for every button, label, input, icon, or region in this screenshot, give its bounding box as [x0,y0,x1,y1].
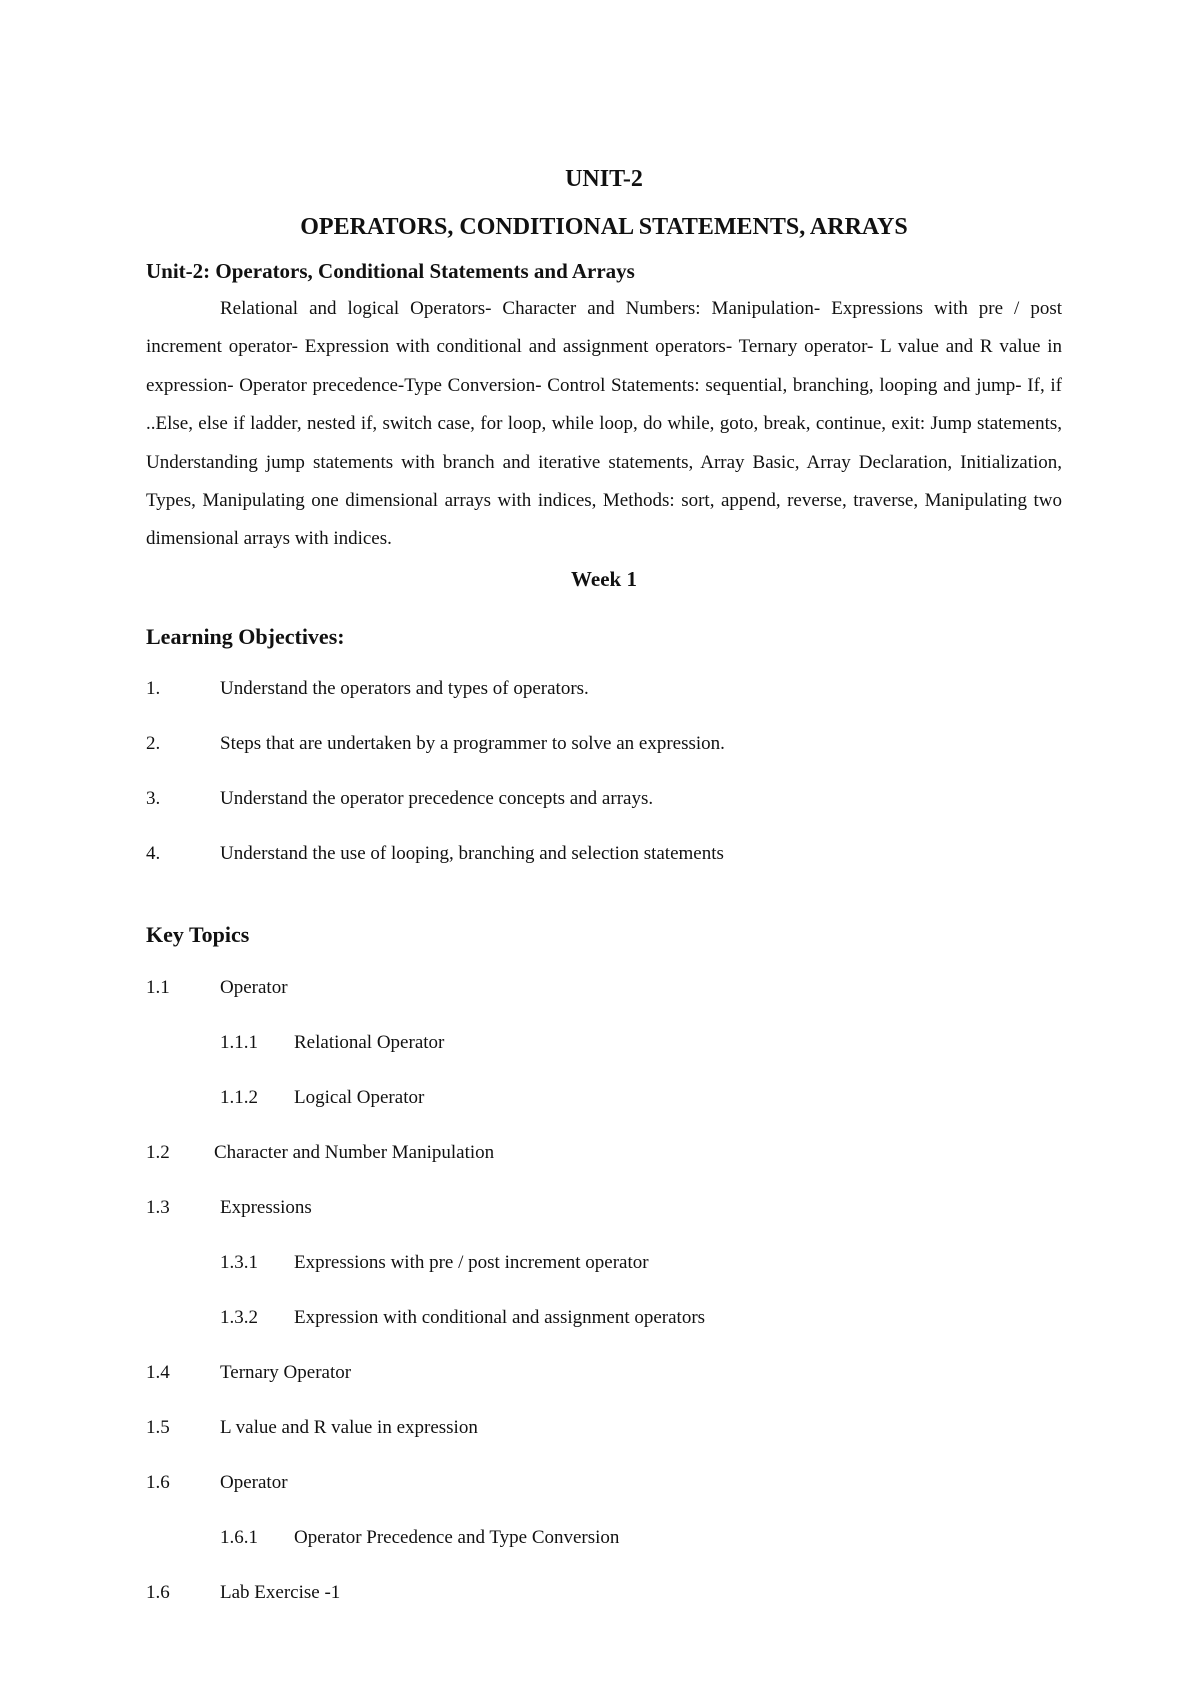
topic-text: Operator [220,1471,288,1493]
objective-number: 1. [146,677,161,699]
topic-item [146,1197,1062,1252]
objective-item [146,733,1062,788]
topic-item [146,1472,1062,1527]
document-page [146,150,1062,1637]
topic-text: Logical Operator [294,1086,425,1108]
objective-text: Understand the operator precedence concepts and arrays. [220,787,654,809]
topic-number: 1.1.2 [220,1086,258,1108]
topic-item [146,1417,1062,1472]
objective-item [146,678,1062,733]
topic-number: 1.4 [146,1361,170,1383]
topic-text: Lab Exercise -1 [220,1581,341,1603]
topic-number: 1.3.2 [220,1306,258,1328]
topic-item [146,1362,1062,1417]
subtopic-item [146,1527,1062,1582]
topic-text: L value and R value in expression [220,1416,478,1438]
objective-text: Understand the operators and types of operators. [220,677,589,699]
syllabus-heading: Unit-2: Operators, Conditional Statements and Arrays [146,259,635,283]
topic-text: Character and Number Manipulation [214,1141,495,1163]
topic-item [146,977,1062,1032]
objective-number: 3. [146,787,161,809]
week-label: Week 1 [571,566,637,591]
syllabus-body: Relational and logical Operators- Character and Numbers: Manipulation- Expressions with pre / post increment operator- Expression with conditional and assignment operators- Ternary operator- L value and R value in expression- Operator precedence-Type Conversion- Control Statements: sequential, branching, looping and jump- If, if ..Else, else if ladder, nested if, switch case, for loop, while loop, do while, goto, break, continue, exit: Jump statements, Understanding jump statements with branch and iterative statements, Array Basic, Array Declaration, Initialization, Types, Manipulating one dimensional arrays with indices, Methods: sort, append, reverse, traverse, Manipulating two dimensional arrays with indices. [146,298,1062,550]
objectives-heading: Learning Objectives: [146,623,345,649]
topic-text: Expressions [220,1196,312,1218]
objective-number: 2. [146,732,161,754]
topic-number: 1.6.1 [220,1526,258,1548]
topic-number: 1.6 [146,1581,170,1603]
objectives-list [146,678,1062,898]
topic-text: Ternary Operator [220,1361,352,1383]
subtopic-item [146,1307,1062,1362]
objective-text: Steps that are undertaken by a programmer to solve an expression. [220,732,725,754]
objective-item [146,843,1062,898]
topic-number: 1.3 [146,1196,170,1218]
topic-number: 1.1.1 [220,1031,258,1053]
topic-text: Operator Precedence and Type Conversion [294,1526,620,1548]
key-topics-heading: Key Topics [146,921,250,947]
subtopic-item [146,1087,1062,1142]
key-topics-list [146,977,1062,1637]
objective-item [146,788,1062,843]
topic-text: Relational Operator [294,1031,445,1053]
subtopic-item [146,1252,1062,1307]
topic-item [146,1582,1062,1637]
topic-number: 1.2 [146,1141,170,1163]
topic-item [146,1142,1062,1197]
unit-subtitle: OPERATORS, CONDITIONAL STATEMENTS, ARRAYS [300,214,908,240]
objective-number: 4. [146,842,161,864]
topic-text: Expression with conditional and assignment operators [294,1306,706,1328]
subtopic-item [146,1032,1062,1087]
topic-text: Operator [220,976,288,998]
topic-number: 1.5 [146,1416,170,1438]
topic-number: 1.3.1 [220,1251,258,1273]
topic-number: 1.1 [146,976,170,998]
objective-text: Understand the use of looping, branching and selection statements [220,842,724,864]
topic-number: 1.6 [146,1471,170,1493]
topic-text: Expressions with pre / post increment operator [294,1251,649,1273]
unit-title: UNIT-2 [565,166,643,192]
